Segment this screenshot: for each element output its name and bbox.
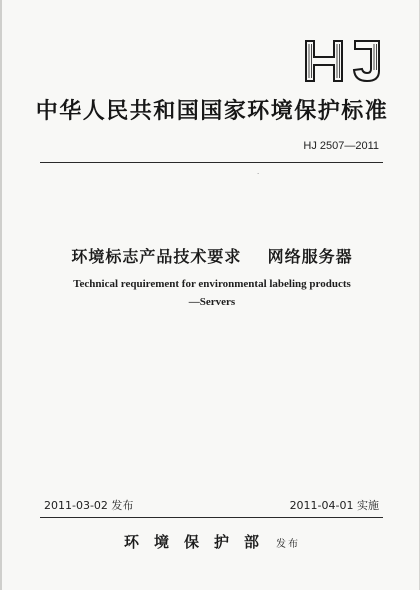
scan-speck: · [257, 170, 260, 178]
hj-logo-icon [303, 38, 383, 84]
header-divider [40, 162, 383, 163]
title-chinese: 环境标志产品技术要求 网络服务器 [71, 247, 353, 266]
subtitle-english: —Servers [188, 296, 236, 308]
organization-title: 中华人民共和国国家环境保护标准 [35, 99, 389, 124]
implementation-date: 2011-04-01 实施 [289, 499, 379, 512]
publisher-name: 环境保护部 [123, 533, 274, 551]
issue-date: 2011-03-02 发布 [44, 499, 134, 512]
title-english: Technical requirement for environmental labeling products [73, 278, 351, 290]
publisher [2, 531, 420, 552]
footer-divider [40, 517, 383, 518]
publisher-suffix: 发布 [276, 539, 300, 550]
standard-number: HJ 2507—2011 [303, 140, 379, 152]
